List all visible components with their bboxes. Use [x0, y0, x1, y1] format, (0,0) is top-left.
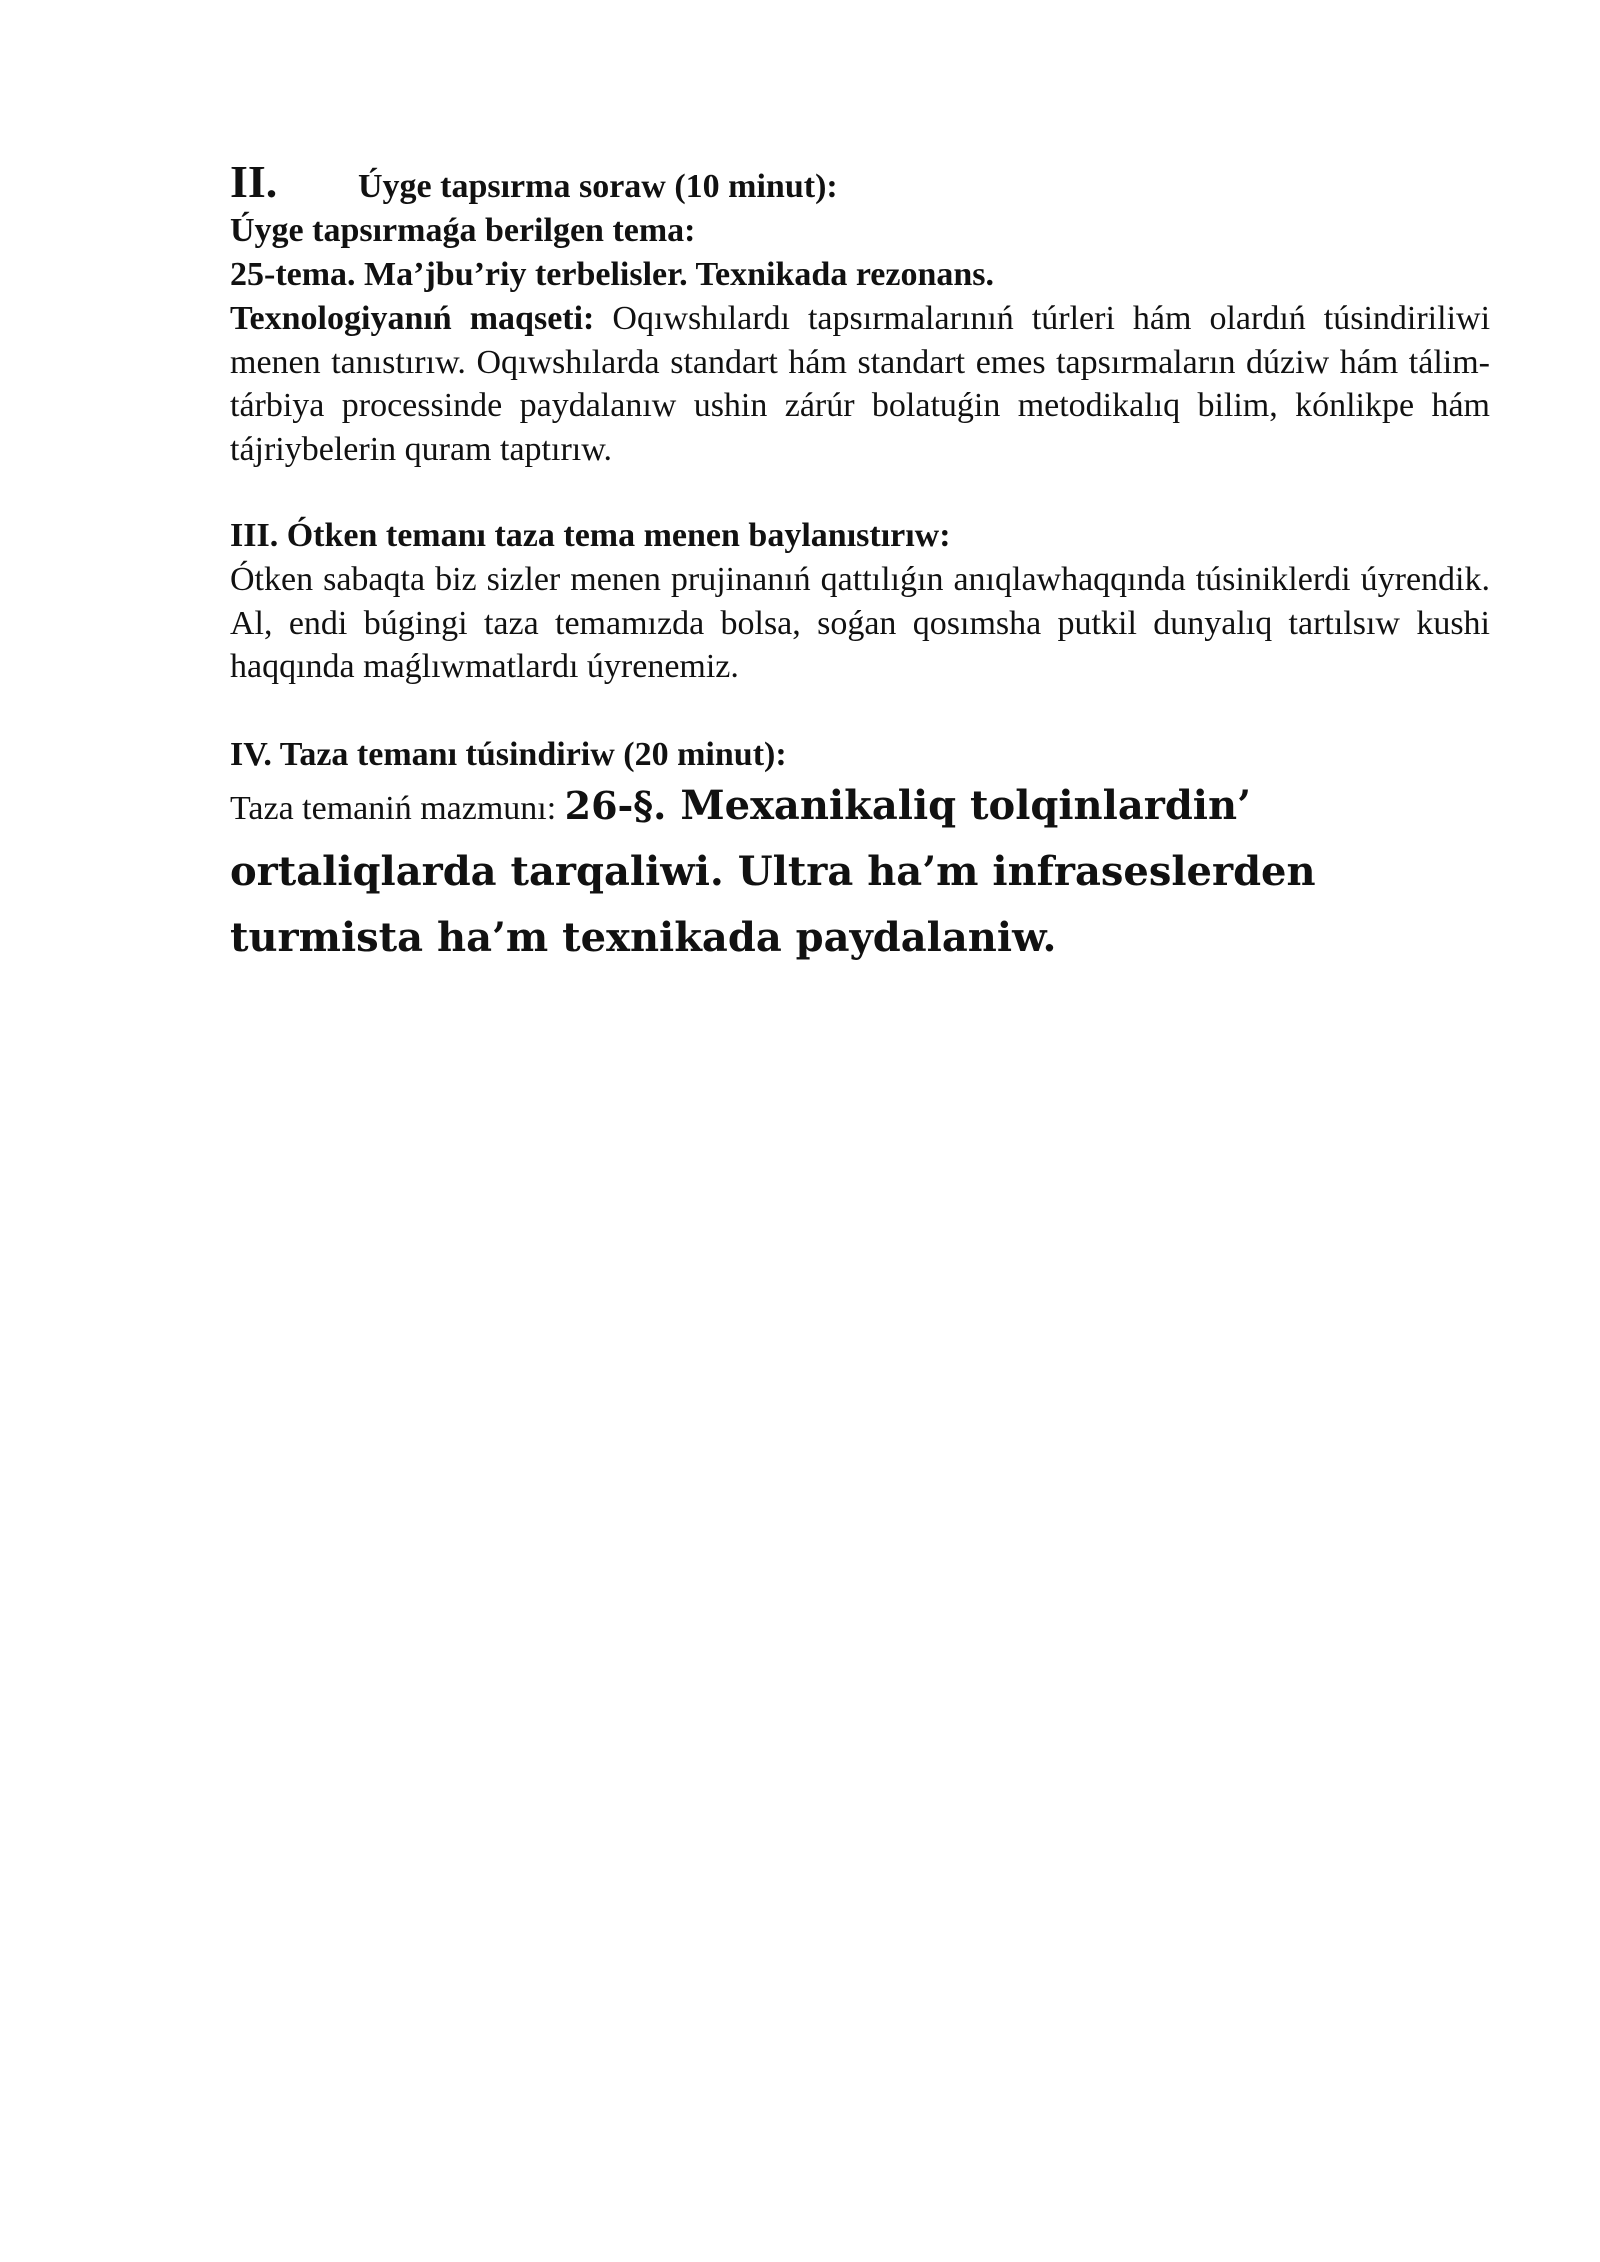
homework-topic-label: Úyge tapsırmaǵa berilgen tema: — [230, 212, 696, 249]
goal-paragraph — [230, 297, 1490, 471]
new-topic-title: Mexanikaliq tolqinlardin’ ortaliqlarda tarqaliwi. Ultra ha’m infraseslerden turmista ha’m texnikada paydalaniw. — [230, 781, 1316, 961]
new-topic-paragraph — [230, 777, 1490, 975]
document-page — [230, 156, 1491, 975]
new-topic-label: Taza temaniń mazmunı: — [230, 789, 565, 827]
homework-topic: 25-tema. Ma’jbu’riy terbelisler. Texnikada rezonans. — [230, 256, 995, 293]
section-3-paragraph: Ótken sabaqta biz sizler menen prujinanıń qattılıǵın anıqlawhaqqında túsiniklerdi úyrendik. Al, endi búgingi taza temamızda bolsa, soǵan qosımsha putkil dunyalıq tartılsıw kushi haqqında maǵlıwmatlardı úyrenemiz. — [230, 561, 1490, 685]
goal-label: Texnologiyanıń maqseti: — [230, 300, 595, 337]
goal-text: Oqıwshılardı tapsırmalarınıń túrleri hám olardıń túsindiriliwi menen tanıstırıw. Oqıwshılarda standart hám standart emes tapsırmaların dúziw hám tálim-tárbiya processinde paydalanıw ushin zárúr bolatuǵin metodikalıq bilim, kónlikpe hám tájriybelerin quram taptırıw. — [230, 300, 1491, 468]
section-2-heading-text: Úyge tapsırma soraw (10 minut): — [358, 168, 838, 205]
section-2-numeral: II. — [230, 156, 278, 207]
new-topic-number: 26-§. — [564, 782, 667, 828]
spacer — [230, 689, 1490, 733]
spacer — [230, 471, 1490, 514]
section-4-heading: IV. Taza temanı túsindiriw (20 minut): — [230, 735, 787, 773]
section-3-heading: III. Ótken temanı taza tema menen baylanıstırıw: — [230, 517, 951, 554]
section-2-heading — [230, 156, 1490, 209]
